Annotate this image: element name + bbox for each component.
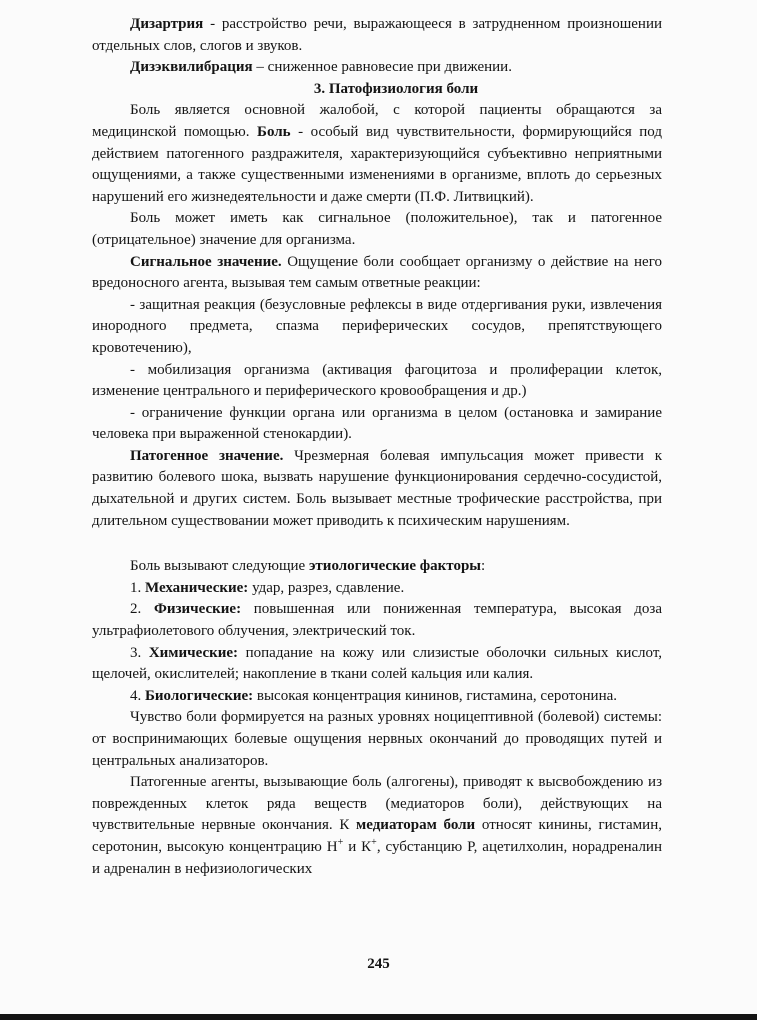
factor-name: Физические: <box>153 601 242 618</box>
potassium-charge: + <box>371 836 377 848</box>
factor-text: повышенная или пониженная температура, высокая доза ультрафиолетового облучения, электрический ток. <box>92 601 662 640</box>
pain-term: Боль <box>257 123 291 140</box>
algogens-paragraph <box>92 772 662 880</box>
factor-name: Биологические: <box>145 687 254 704</box>
signal-text: Ощущение боли сообщает организму о действие на него вредоносного агента, вызывая тем самым ответные реакции: <box>92 253 662 292</box>
factor-text: высокая концентрация кининов, гистамина, серотонина. <box>253 687 618 704</box>
dysequilibrium-definition: – сниженное равновесие при движении. <box>252 59 512 76</box>
algogens-lead: Патогенные агенты, вызывающие боль (алгогены), приводят к высвобождению из поврежденных клеток ряда веществ (медиаторов боли), действующих на чувствительные нервные окончания. К <box>92 774 662 834</box>
algogens-and: и К <box>343 838 372 855</box>
hydrogen-charge: + <box>337 836 344 848</box>
factor-mechanical <box>92 578 662 600</box>
factor-number: 3. <box>130 644 149 661</box>
etiology-intro <box>92 556 662 578</box>
etiology-term: этиологические факторы <box>308 558 482 575</box>
factor-number: 2. <box>130 601 154 618</box>
section-heading: 3. Патофизиология боли <box>313 80 479 97</box>
etiology-lead: Боль вызывают следующие <box>130 558 309 575</box>
factor-name: Механические: <box>145 579 249 596</box>
scan-edge <box>0 1014 757 1020</box>
signal-paragraph <box>92 252 662 295</box>
dysarthria-definition: - расстройство речи, выражающееся в затрудненном произношении отдельных слов, слогов и звуков. <box>92 16 662 54</box>
pathogenic-term: Патогенное значение. <box>130 447 284 464</box>
etiology-tail: : <box>481 558 486 575</box>
page-number: 245 <box>367 956 390 972</box>
pain-definition: - особый вид чувствительности, формирующийся под действием патогенного раздражителя, характеризующийся субъективно неприятными ощущениями, а также существенными изменениями в организме, вплоть до серьезных нарушений его жизнедеятельности и даже смерти (П.Ф. Литвицкий). <box>92 123 662 205</box>
dysequilibrium-term: Дизэквилибрация <box>130 59 253 76</box>
factor-name: Химические: <box>148 644 239 661</box>
factor-text: удар, разрез, сдавление. <box>248 579 405 596</box>
dysequilibrium-paragraph <box>92 57 662 79</box>
factor-number: 1. <box>130 579 145 596</box>
mediators-term: медиаторам боли <box>356 817 476 834</box>
pain-intro-paragraph <box>92 100 662 208</box>
pathogenic-text: Чрезмерная болевая импульсация может привести к развитию болевого шока, вызвать нарушение функционирования сердечно-сосудистой, дыхательной и других систем. Боль вызывает местные трофические расстройства, при длительном существовании может приводить к психическим нарушениям. <box>92 447 663 529</box>
factor-text: попадание на кожу или слизистые оболочки сильных кислот, щелочей, окислителей; накопление в ткани солей кальция или калия. <box>92 644 662 683</box>
algogens-mid: относят кинины, гистамин, серотонин, высокую концентрацию Н <box>92 817 662 855</box>
pathogenic-paragraph <box>92 446 662 532</box>
factor-biological <box>92 686 662 708</box>
signal-item-mobilization: - мобилизация организма (активация фагоцитоза и пролиферации клеток, изменение центрального и периферического кровообращения и др.) <box>92 361 662 400</box>
signal-item-limitation: - ограничение функции органа или организма в целом (остановка и замирание человека при выраженной стенокардии). <box>92 404 662 443</box>
algogens-rest: , субстанцию Р, ацетилхолин, норадреналин и адреналин в нефизиологических <box>92 838 662 877</box>
pain-intro-lead: Боль является основной жалобой, с которой пациенты обращаются за медицинской помощью. <box>92 102 662 140</box>
dysarthria-term: Дизартрия <box>130 16 204 32</box>
book-page <box>92 14 662 880</box>
factor-chemical <box>92 643 662 686</box>
signal-item-protective: - защитная реакция (безусловные рефлексы в виде отдергивания руки, извлечения инородного предмета, спазма периферических сосудов, препятствующего кровотечению), <box>92 296 662 356</box>
dysarthria-paragraph <box>92 14 662 57</box>
factor-physical <box>92 599 662 642</box>
factor-number: 4. <box>130 687 145 704</box>
pain-meaning-paragraph: Боль может иметь как сигнальное (положительное), так и патогенное (отрицательное) значение для организма. <box>92 210 662 248</box>
signal-term: Сигнальное значение. <box>130 253 282 270</box>
nociceptive-paragraph: Чувство боли формируется на разных уровнях ноцицептивной (болевой) системы: от воспринимающих болевые ощущения нервных окончаний до проводящих путей и центральных анализаторов. <box>92 709 662 769</box>
